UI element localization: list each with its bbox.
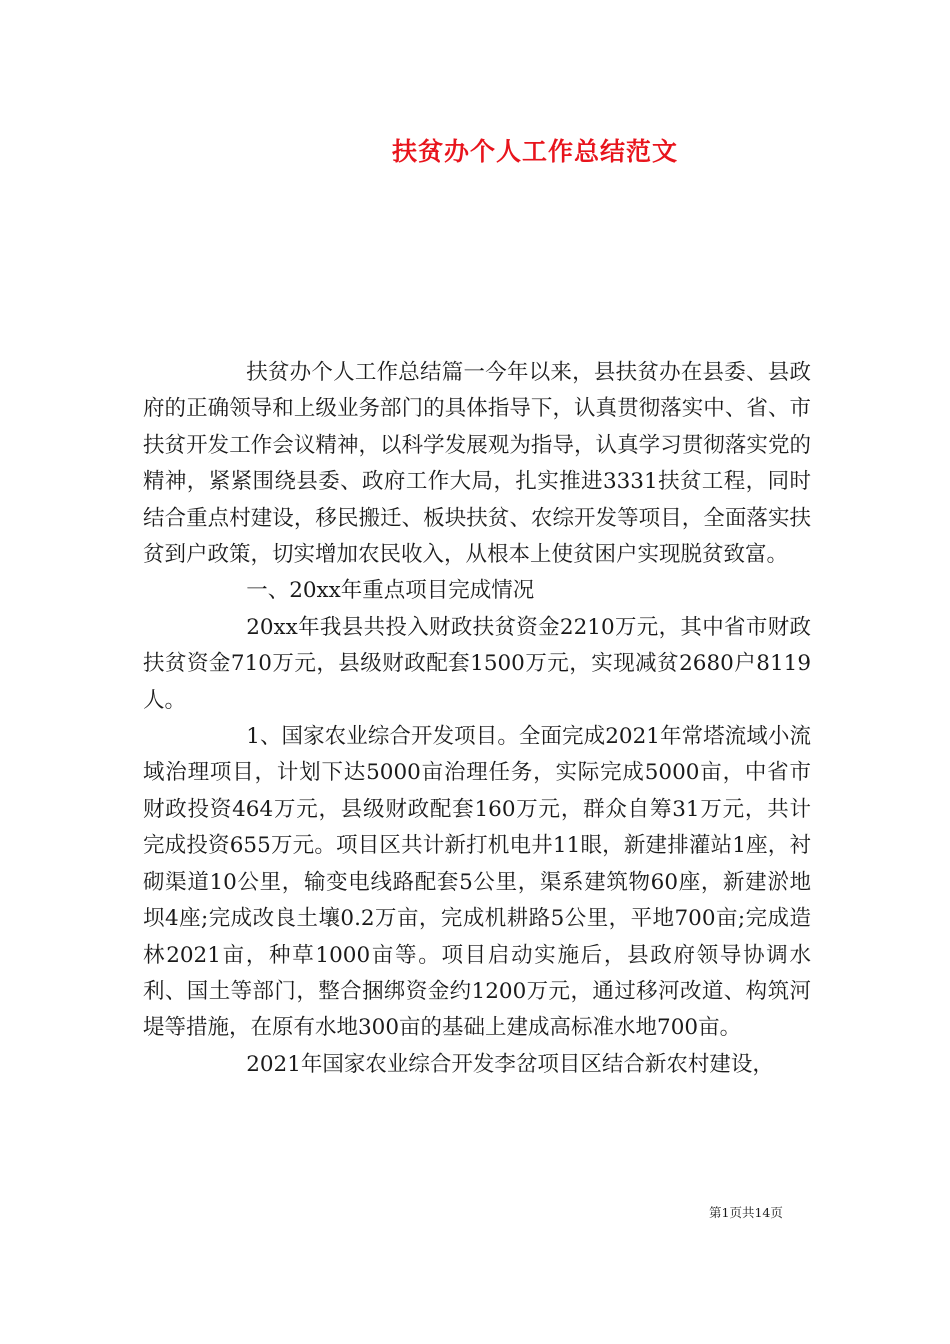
paragraph-intro: 扶贫办个人工作总结篇一今年以来，县扶贫办在县委、县政府的正确领导和上级业务部门的具体指导下，认真贯彻落实中、省、市扶贫开发工作会议精神，以科学发展观为指导，认真学习贯彻落实党的精神，紧紧围绕县委、政府工作大局，扎实推进3331扶贫工程，同时结合重点村建设，移民搬迁、板块扶贫、农综开发等项目，全面落实扶贫到户政策，切实增加农民收入，从根本上使贫困户实现脱贫致富。 <box>143 360 811 568</box>
section-heading: 一、20xx年重点项目完成情况 <box>246 578 535 604</box>
paragraph-funding: 20xx年我县共投入财政扶贫资金2210万元，其中省市财政扶贫资金710万元，县级财政配套1500万元，实现减贫2680户8119人。 <box>143 614 811 713</box>
page-title: 扶贫办个人工作总结范文 <box>391 137 678 166</box>
paragraph-project-1: 1、国家农业综合开发项目。全面完成2021年常塔流域小流域治理项目，计划下达5000亩治理任务，实际完成5000亩，中省市财政投资464万元，县级财政配套160万元，群众自筹31万元，共计完成投资655万元。项目区共计新打机电井11眼，新建排灌站1座，衬砌渠道10公里，输变电线路配套5公里，渠系建筑物60座，新建淤地坝4座;完成改良土壤0.2万亩，完成机耕路5公里，平地700亩;完成造林2021亩，种草1000亩等。项目启动实施后，县政府领导协调水利、国土等部门，整合捆绑资金约1200万元，通过移河改道、构筑河堤等措施，在原有水地300亩的基础上建成高标准水地700亩。 <box>143 724 811 1041</box>
document-body <box>143 355 811 1083</box>
page-number: 第1页共14页 <box>709 1205 783 1220</box>
paragraph-project-2: 2021年国家农业综合开发李岔项目区结合新农村建设， <box>246 1051 774 1077</box>
